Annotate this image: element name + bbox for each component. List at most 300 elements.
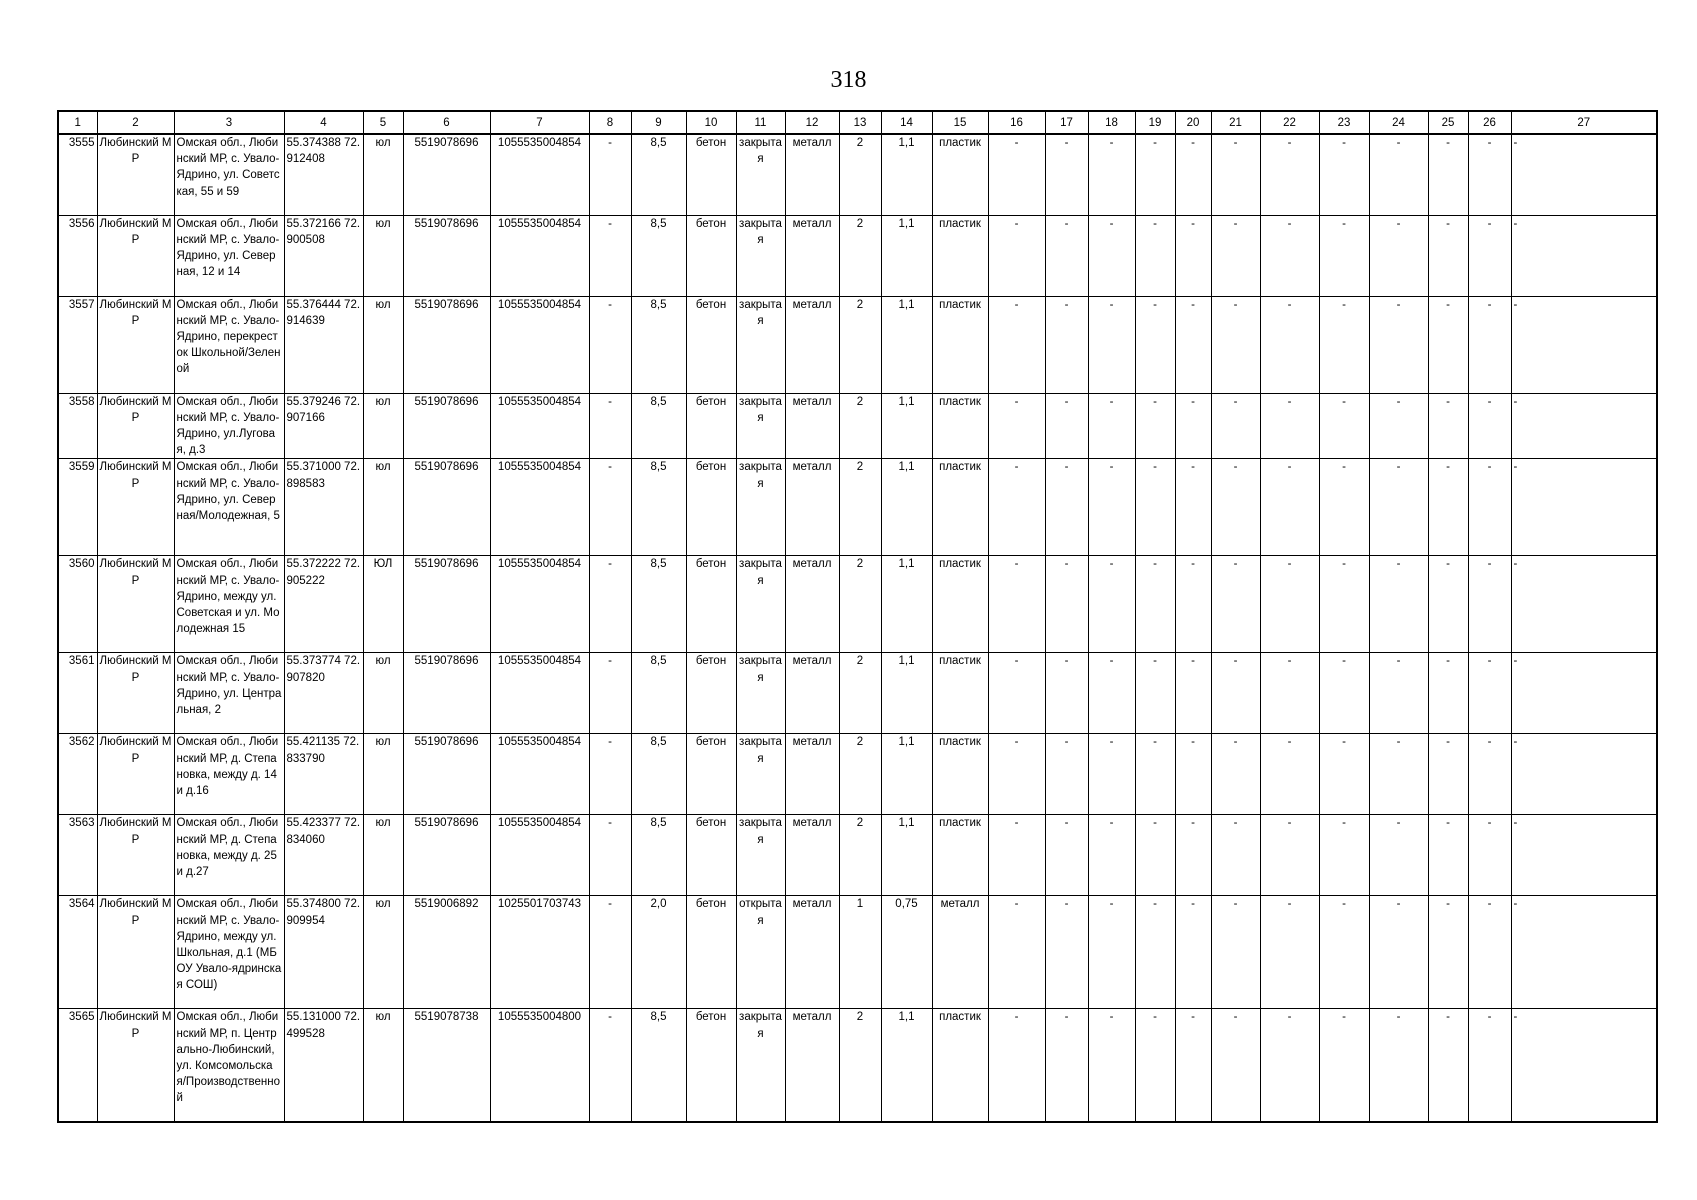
coordinates-cell: 55.372222 72.905222: [284, 556, 363, 653]
area-cell: 2,0: [631, 896, 686, 1009]
table-row: [58, 393, 1657, 459]
inn-cell: 5519078696: [403, 653, 490, 734]
col-27-cell: -: [1511, 459, 1657, 556]
inn-cell: 5519078738: [403, 1009, 490, 1122]
owner-type-cell: юл: [363, 896, 403, 1009]
ogrn-cell: 1055535004854: [490, 459, 589, 556]
owner-type-cell: юл: [363, 1009, 403, 1122]
ogrn-cell: 1055535004854: [490, 734, 589, 815]
area-cell: 8,5: [631, 734, 686, 815]
col-20-cell: -: [1175, 296, 1211, 393]
col-17-cell: -: [1045, 815, 1088, 896]
row-number-cell: 3557: [58, 296, 97, 393]
col-21-cell: -: [1211, 556, 1260, 653]
col-19-cell: -: [1135, 653, 1175, 734]
col-18-cell: -: [1088, 734, 1135, 815]
address-cell: Омская обл., Любинский МР, с. Увало-Ядрино, ул. Советская, 55 и 59: [174, 134, 284, 215]
col-26-cell: -: [1468, 896, 1511, 1009]
col-22-cell: -: [1260, 815, 1319, 896]
fence-cell: металл: [785, 734, 839, 815]
col-18-cell: -: [1088, 459, 1135, 556]
col-23-cell: -: [1319, 815, 1369, 896]
container-volume-cell: 1,1: [881, 653, 932, 734]
col-19-cell: -: [1135, 896, 1175, 1009]
column-header: 18: [1088, 111, 1135, 134]
container-material-cell: пластик: [932, 459, 988, 556]
col-16-cell: -: [988, 815, 1045, 896]
inn-cell: 5519078696: [403, 296, 490, 393]
inn-cell: 5519078696: [403, 459, 490, 556]
district-cell: Любинский МР: [97, 459, 174, 556]
surface-cell: бетон: [686, 215, 736, 296]
owner-type-cell: ЮЛ: [363, 556, 403, 653]
col-16-cell: -: [988, 215, 1045, 296]
enclosure-cell: закрытая: [736, 734, 785, 815]
area-cell: 8,5: [631, 296, 686, 393]
row-number-cell: 3559: [58, 459, 97, 556]
col-26-cell: -: [1468, 459, 1511, 556]
col-18-cell: -: [1088, 1009, 1135, 1122]
col-24-cell: -: [1369, 296, 1428, 393]
container-material-cell: пластик: [932, 734, 988, 815]
area-cell: 8,5: [631, 393, 686, 459]
container-material-cell: пластик: [932, 393, 988, 459]
container-material-cell: пластик: [932, 815, 988, 896]
col-25-cell: -: [1428, 296, 1468, 393]
col-23-cell: -: [1319, 215, 1369, 296]
area-cell: 8,5: [631, 134, 686, 215]
col-16-cell: -: [988, 734, 1045, 815]
inn-cell: 5519078696: [403, 556, 490, 653]
table-row: [58, 215, 1657, 296]
fence-cell: металл: [785, 896, 839, 1009]
col-27-cell: -: [1511, 1009, 1657, 1122]
fence-cell: металл: [785, 459, 839, 556]
col-16-cell: -: [988, 459, 1045, 556]
area-cell: 8,5: [631, 215, 686, 296]
col-25-cell: -: [1428, 896, 1468, 1009]
container-count-cell: 2: [839, 734, 881, 815]
row-number-cell: 3555: [58, 134, 97, 215]
owner-type-cell: юл: [363, 734, 403, 815]
col-20-cell: -: [1175, 815, 1211, 896]
row-number-cell: 3563: [58, 815, 97, 896]
container-material-cell: пластик: [932, 215, 988, 296]
container-count-cell: 2: [839, 653, 881, 734]
row-number-cell: 3565: [58, 1009, 97, 1122]
area-cell: 8,5: [631, 1009, 686, 1122]
col-23-cell: -: [1319, 1009, 1369, 1122]
column-header: 12: [785, 111, 839, 134]
col-20-cell: -: [1175, 556, 1211, 653]
col-24-cell: -: [1369, 393, 1428, 459]
column-header: 23: [1319, 111, 1369, 134]
col-20-cell: -: [1175, 134, 1211, 215]
col-24-cell: -: [1369, 459, 1428, 556]
col-18-cell: -: [1088, 556, 1135, 653]
col-21-cell: -: [1211, 134, 1260, 215]
col-19-cell: -: [1135, 734, 1175, 815]
col-19-cell: -: [1135, 393, 1175, 459]
ogrn-cell: 1055535004854: [490, 296, 589, 393]
inn-cell: 5519078696: [403, 393, 490, 459]
column-header: 9: [631, 111, 686, 134]
fence-cell: металл: [785, 393, 839, 459]
coordinates-cell: 55.371000 72.898583: [284, 459, 363, 556]
col-17-cell: -: [1045, 393, 1088, 459]
row-number-cell: 3562: [58, 734, 97, 815]
area-cell: 8,5: [631, 556, 686, 653]
surface-cell: бетон: [686, 393, 736, 459]
surface-cell: бетон: [686, 1009, 736, 1122]
column-header: 15: [932, 111, 988, 134]
column-header: 14: [881, 111, 932, 134]
owner-type-cell: юл: [363, 393, 403, 459]
col-20-cell: -: [1175, 1009, 1211, 1122]
col-20-cell: -: [1175, 459, 1211, 556]
col-17-cell: -: [1045, 556, 1088, 653]
owner-type-cell: юл: [363, 134, 403, 215]
col-26-cell: -: [1468, 556, 1511, 653]
table-body: [58, 134, 1657, 1122]
col-26-cell: -: [1468, 653, 1511, 734]
col-18-cell: -: [1088, 134, 1135, 215]
table-row: [58, 734, 1657, 815]
col-27-cell: -: [1511, 556, 1657, 653]
col-16-cell: -: [988, 653, 1045, 734]
district-cell: Любинский МР: [97, 734, 174, 815]
header-row: [58, 111, 1657, 134]
col-17-cell: -: [1045, 215, 1088, 296]
table-row: [58, 896, 1657, 1009]
col-27-cell: -: [1511, 134, 1657, 215]
container-volume-cell: 1,1: [881, 734, 932, 815]
col-24-cell: -: [1369, 1009, 1428, 1122]
surface-cell: бетон: [686, 556, 736, 653]
container-count-cell: 2: [839, 393, 881, 459]
container-count-cell: 2: [839, 1009, 881, 1122]
address-cell: Омская обл., Любинский МР, с. Увало-Ядрино, ул. Центральная, 2: [174, 653, 284, 734]
col-18-cell: -: [1088, 393, 1135, 459]
col-25-cell: -: [1428, 653, 1468, 734]
table-row: [58, 459, 1657, 556]
col-17-cell: -: [1045, 653, 1088, 734]
column-header: 3: [174, 111, 284, 134]
column-header: 7: [490, 111, 589, 134]
column-header: 27: [1511, 111, 1657, 134]
col-22-cell: -: [1260, 459, 1319, 556]
container-material-cell: пластик: [932, 296, 988, 393]
address-cell: Омская обл., Любинский МР, с. Увало-Ядрино, ул.Луговая, д.3: [174, 393, 284, 459]
container-count-cell: 2: [839, 215, 881, 296]
container-volume-cell: 1,1: [881, 393, 932, 459]
area-cell: 8,5: [631, 459, 686, 556]
column-header: 6: [403, 111, 490, 134]
container-volume-cell: 1,1: [881, 215, 932, 296]
col-21-cell: -: [1211, 459, 1260, 556]
page-number: 318: [830, 67, 867, 93]
col-8-cell: -: [589, 393, 631, 459]
col-27-cell: -: [1511, 896, 1657, 1009]
table-row: [58, 1009, 1657, 1122]
col-26-cell: -: [1468, 815, 1511, 896]
coordinates-cell: 55.131000 72.499528: [284, 1009, 363, 1122]
col-23-cell: -: [1319, 734, 1369, 815]
ogrn-cell: 1055535004854: [490, 815, 589, 896]
ogrn-cell: 1055535004854: [490, 556, 589, 653]
col-22-cell: -: [1260, 556, 1319, 653]
ogrn-cell: 1055535004800: [490, 1009, 589, 1122]
inn-cell: 5519078696: [403, 815, 490, 896]
col-18-cell: -: [1088, 653, 1135, 734]
col-18-cell: -: [1088, 815, 1135, 896]
row-number-cell: 3564: [58, 896, 97, 1009]
container-count-cell: 2: [839, 815, 881, 896]
col-24-cell: -: [1369, 734, 1428, 815]
district-cell: Любинский МР: [97, 296, 174, 393]
col-8-cell: -: [589, 134, 631, 215]
surface-cell: бетон: [686, 296, 736, 393]
col-8-cell: -: [589, 296, 631, 393]
col-26-cell: -: [1468, 393, 1511, 459]
col-8-cell: -: [589, 815, 631, 896]
district-cell: Любинский МР: [97, 1009, 174, 1122]
district-cell: Любинский МР: [97, 815, 174, 896]
col-23-cell: -: [1319, 556, 1369, 653]
enclosure-cell: закрытая: [736, 1009, 785, 1122]
container-count-cell: 2: [839, 459, 881, 556]
col-16-cell: -: [988, 134, 1045, 215]
col-8-cell: -: [589, 459, 631, 556]
col-25-cell: -: [1428, 1009, 1468, 1122]
col-27-cell: -: [1511, 653, 1657, 734]
column-header: 4: [284, 111, 363, 134]
owner-type-cell: юл: [363, 215, 403, 296]
container-count-cell: 1: [839, 896, 881, 1009]
enclosure-cell: закрытая: [736, 296, 785, 393]
ogrn-cell: 1055535004854: [490, 393, 589, 459]
address-cell: Омская обл., Любинский МР, п. Центрально-Любинский, ул. Комсомольская/Производственной: [174, 1009, 284, 1122]
fence-cell: металл: [785, 215, 839, 296]
column-header: 21: [1211, 111, 1260, 134]
inn-cell: 5519078696: [403, 215, 490, 296]
column-header: 19: [1135, 111, 1175, 134]
coordinates-cell: 55.421135 72.833790: [284, 734, 363, 815]
table-row: [58, 653, 1657, 734]
enclosure-cell: закрытая: [736, 459, 785, 556]
row-number-cell: 3560: [58, 556, 97, 653]
col-22-cell: -: [1260, 215, 1319, 296]
col-8-cell: -: [589, 896, 631, 1009]
container-count-cell: 2: [839, 556, 881, 653]
coordinates-cell: 55.373774 72.907820: [284, 653, 363, 734]
col-18-cell: -: [1088, 215, 1135, 296]
owner-type-cell: юл: [363, 459, 403, 556]
col-21-cell: -: [1211, 896, 1260, 1009]
col-21-cell: -: [1211, 653, 1260, 734]
col-20-cell: -: [1175, 653, 1211, 734]
table-row: [58, 556, 1657, 653]
owner-type-cell: юл: [363, 296, 403, 393]
table-header: [58, 111, 1657, 134]
ogrn-cell: 1055535004854: [490, 215, 589, 296]
col-27-cell: -: [1511, 393, 1657, 459]
inn-cell: 5519078696: [403, 734, 490, 815]
container-volume-cell: 1,1: [881, 1009, 932, 1122]
area-cell: 8,5: [631, 815, 686, 896]
enclosure-cell: закрытая: [736, 815, 785, 896]
address-cell: Омская обл., Любинский МР, с. Увало-Ядрино, между ул. Школьная, д.1 (МБОУ Увало-ядринская СОШ): [174, 896, 284, 1009]
col-22-cell: -: [1260, 1009, 1319, 1122]
fence-cell: металл: [785, 815, 839, 896]
inn-cell: 5519078696: [403, 134, 490, 215]
col-24-cell: -: [1369, 815, 1428, 896]
col-26-cell: -: [1468, 1009, 1511, 1122]
surface-cell: бетон: [686, 815, 736, 896]
table-row: [58, 815, 1657, 896]
enclosure-cell: закрытая: [736, 393, 785, 459]
column-header: 13: [839, 111, 881, 134]
container-volume-cell: 1,1: [881, 815, 932, 896]
container-material-cell: пластик: [932, 1009, 988, 1122]
col-24-cell: -: [1369, 215, 1428, 296]
col-16-cell: -: [988, 393, 1045, 459]
district-cell: Любинский МР: [97, 556, 174, 653]
address-cell: Омская обл., Любинский МР, с. Увало-Ядрино, между ул. Советская и ул. Молодежная 15: [174, 556, 284, 653]
col-26-cell: -: [1468, 734, 1511, 815]
col-21-cell: -: [1211, 1009, 1260, 1122]
col-19-cell: -: [1135, 215, 1175, 296]
col-20-cell: -: [1175, 215, 1211, 296]
col-16-cell: -: [988, 296, 1045, 393]
column-header: 10: [686, 111, 736, 134]
column-header: 25: [1428, 111, 1468, 134]
col-22-cell: -: [1260, 134, 1319, 215]
col-16-cell: -: [988, 556, 1045, 653]
surface-cell: бетон: [686, 459, 736, 556]
container-material-cell: пластик: [932, 653, 988, 734]
surface-cell: бетон: [686, 653, 736, 734]
container-count-cell: 2: [839, 296, 881, 393]
area-cell: 8,5: [631, 653, 686, 734]
ogrn-cell: 1055535004854: [490, 653, 589, 734]
enclosure-cell: закрытая: [736, 134, 785, 215]
address-cell: Омская обл., Любинский МР, д. Степановка, между д. 14и д.16: [174, 734, 284, 815]
address-cell: Омская обл., Любинский МР, с. Увало-Ядрино, перекресток Школьной/Зеленой: [174, 296, 284, 393]
col-18-cell: -: [1088, 896, 1135, 1009]
column-header: 22: [1260, 111, 1319, 134]
col-19-cell: -: [1135, 556, 1175, 653]
col-22-cell: -: [1260, 896, 1319, 1009]
col-23-cell: -: [1319, 296, 1369, 393]
col-25-cell: -: [1428, 134, 1468, 215]
col-19-cell: -: [1135, 815, 1175, 896]
col-17-cell: -: [1045, 1009, 1088, 1122]
col-18-cell: -: [1088, 296, 1135, 393]
container-material-cell: пластик: [932, 556, 988, 653]
col-17-cell: -: [1045, 459, 1088, 556]
col-25-cell: -: [1428, 393, 1468, 459]
column-header: 20: [1175, 111, 1211, 134]
fence-cell: металл: [785, 1009, 839, 1122]
coordinates-cell: 55.374800 72.909954: [284, 896, 363, 1009]
col-23-cell: -: [1319, 653, 1369, 734]
col-27-cell: -: [1511, 296, 1657, 393]
container-count-cell: 2: [839, 134, 881, 215]
col-22-cell: -: [1260, 393, 1319, 459]
district-cell: Любинский МР: [97, 134, 174, 215]
container-volume-cell: 1,1: [881, 134, 932, 215]
container-material-cell: металл: [932, 896, 988, 1009]
fence-cell: металл: [785, 653, 839, 734]
col-24-cell: -: [1369, 653, 1428, 734]
table-row: [58, 296, 1657, 393]
col-17-cell: -: [1045, 296, 1088, 393]
district-cell: Любинский МР: [97, 653, 174, 734]
col-23-cell: -: [1319, 393, 1369, 459]
col-25-cell: -: [1428, 734, 1468, 815]
district-cell: Любинский МР: [97, 896, 174, 1009]
col-22-cell: -: [1260, 653, 1319, 734]
col-25-cell: -: [1428, 815, 1468, 896]
coordinates-cell: 55.423377 72.834060: [284, 815, 363, 896]
col-23-cell: -: [1319, 459, 1369, 556]
col-21-cell: -: [1211, 393, 1260, 459]
ogrn-cell: 1055535004854: [490, 134, 589, 215]
col-8-cell: -: [589, 1009, 631, 1122]
col-19-cell: -: [1135, 1009, 1175, 1122]
enclosure-cell: закрытая: [736, 653, 785, 734]
register-table: [57, 110, 1658, 1123]
col-22-cell: -: [1260, 296, 1319, 393]
col-17-cell: -: [1045, 896, 1088, 1009]
surface-cell: бетон: [686, 896, 736, 1009]
col-8-cell: -: [589, 653, 631, 734]
col-26-cell: -: [1468, 296, 1511, 393]
col-22-cell: -: [1260, 734, 1319, 815]
container-volume-cell: 1,1: [881, 459, 932, 556]
col-17-cell: -: [1045, 134, 1088, 215]
col-27-cell: -: [1511, 215, 1657, 296]
col-16-cell: -: [988, 896, 1045, 1009]
container-volume-cell: 1,1: [881, 556, 932, 653]
owner-type-cell: юл: [363, 815, 403, 896]
col-24-cell: -: [1369, 134, 1428, 215]
enclosure-cell: закрытая: [736, 215, 785, 296]
column-header: 8: [589, 111, 631, 134]
container-volume-cell: 0,75: [881, 896, 932, 1009]
col-26-cell: -: [1468, 134, 1511, 215]
col-21-cell: -: [1211, 734, 1260, 815]
col-25-cell: -: [1428, 215, 1468, 296]
col-21-cell: -: [1211, 815, 1260, 896]
col-24-cell: -: [1369, 556, 1428, 653]
col-19-cell: -: [1135, 134, 1175, 215]
row-number-cell: 3556: [58, 215, 97, 296]
column-header: 16: [988, 111, 1045, 134]
column-header: 24: [1369, 111, 1428, 134]
column-header: 17: [1045, 111, 1088, 134]
owner-type-cell: юл: [363, 653, 403, 734]
address-cell: Омская обл., Любинский МР, с. Увало-Ядрино, ул. Северная, 12 и 14: [174, 215, 284, 296]
container-volume-cell: 1,1: [881, 296, 932, 393]
col-24-cell: -: [1369, 896, 1428, 1009]
district-cell: Любинский МР: [97, 215, 174, 296]
col-21-cell: -: [1211, 296, 1260, 393]
col-20-cell: -: [1175, 734, 1211, 815]
coordinates-cell: 55.372166 72.900508: [284, 215, 363, 296]
col-25-cell: -: [1428, 556, 1468, 653]
